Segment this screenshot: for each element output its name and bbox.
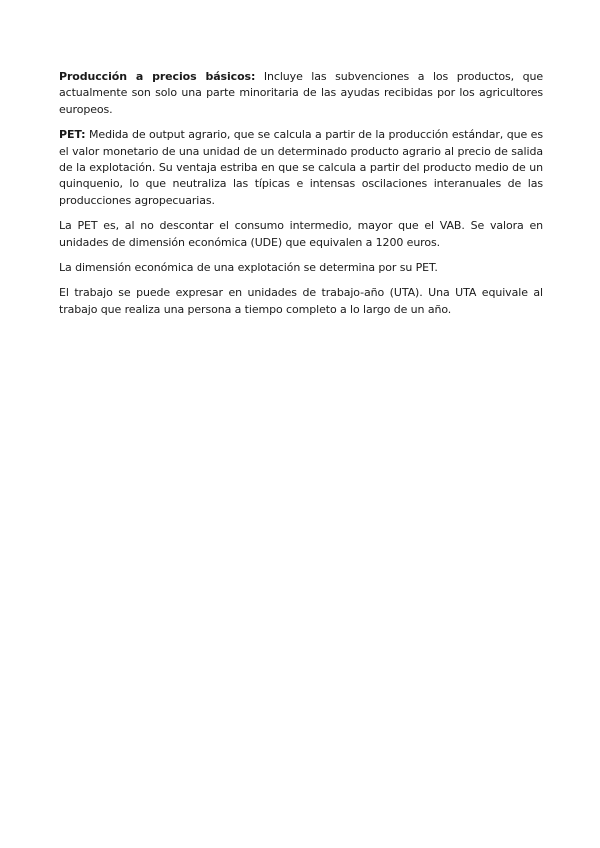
paragraph-trabajo-uta-text: El trabajo se puede expresar en unidades de trabajo-año (UTA). Una UTA equivale al trabajo que realiza una persona a tiempo completo a lo largo de un año. xyxy=(59,286,543,316)
paragraph-trabajo-uta xyxy=(59,285,543,318)
paragraph-pet-vab xyxy=(59,218,543,251)
definition-pet: Medida de output agrario, que se calcula a partir de la producción estándar, que es el valor monetario de una unidad de un determinado producto agrario al precio de salida de la explotación. Su ventaja estriba en que se calcula a partir del producto medio de un quinquenio, lo que neutraliza las típicas e intensas oscilaciones interanuales de las producciones agropecuarias. xyxy=(59,128,543,207)
paragraph-produccion-precios-basicos xyxy=(59,69,543,118)
term-pet: PET: xyxy=(59,128,86,142)
paragraph-dimension-economica-text: La dimensión económica de una explotación se determina por su PET. xyxy=(59,261,438,275)
paragraph-pet xyxy=(59,127,543,209)
paragraph-dimension-economica xyxy=(59,260,543,276)
definition-produccion-precios-basicos: Incluye las subvenciones a los productos, que actualmente son solo una parte minoritaria de las ayudas recibidas por los agricultores europeos. xyxy=(59,70,543,116)
document-page xyxy=(59,69,543,327)
paragraph-pet-vab-text: La PET es, al no descontar el consumo intermedio, mayor que el VAB. Se valora en unidades de dimensión económica (UDE) que equivalen a 1200 euros. xyxy=(59,219,543,249)
term-produccion-precios-basicos: Producción a precios básicos: xyxy=(59,70,256,83)
